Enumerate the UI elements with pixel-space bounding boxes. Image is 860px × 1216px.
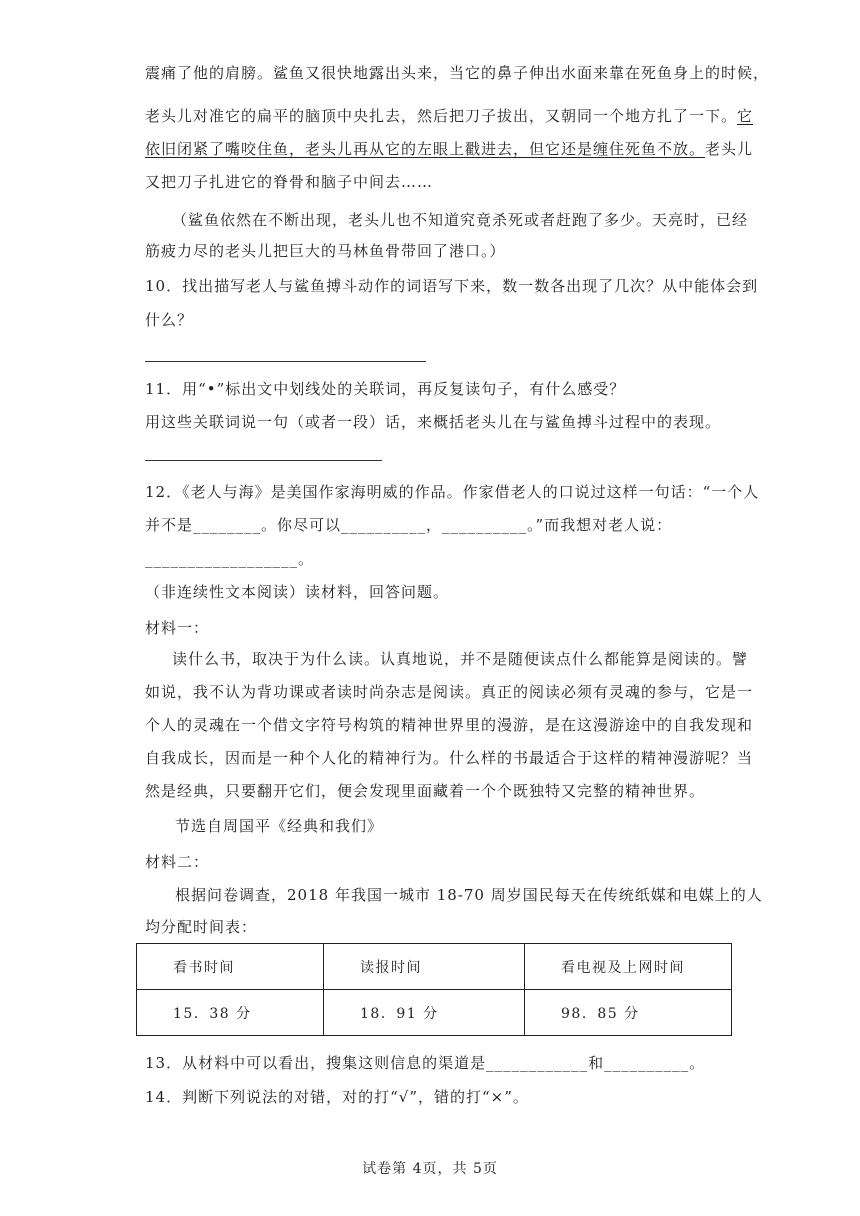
question-12-line-1: 12．《老人与海》是美国作家海明威的作品。作家借老人的口说过这样一句话：“一个人 [145,483,760,501]
material-1-source: 节选自周国平《经典和我们》 [175,817,384,835]
passage-line-2 [145,105,753,126]
time-allocation-table [136,943,732,1036]
table-header-row [137,944,732,990]
passage-line-2-text: 老头儿对准它的扁平的脑顶中央扎去，然后把刀子拔出，又朝同一个地方扎了一下。 [145,107,738,125]
table-header-cell: 看电视及上网时间 [525,944,732,990]
answer-line[interactable] [145,460,382,461]
answer-line[interactable] [145,361,426,362]
question-11-line-2: 用这些关联词说一句（或者一段）话，来概括老头儿在与鲨鱼搏斗过程中的表现。 [145,413,722,431]
material-1-label: 材料一： [145,619,210,637]
passage-line-1: 震痛了他的肩膀。鲨鱼又很快地露出头来，当它的鼻子伸出水面来靠在死鱼身上的时候， [145,64,770,82]
passage-line-3-text: 老头儿 [705,140,754,158]
table-cell: 15．38 分 [137,990,324,1036]
material-1-line-1: 读什么书，取决于为什么读。认真地说，并不是随便读点什么都能算是阅读的。譬 [172,650,749,668]
question-12-line-2: 并不是________。你尽可以__________，__________。”而我想对老人说： [145,516,673,534]
material-1-line-5: 然是经典，只要翻开它们，便会发现里面藏着一个个既独特又完整的精神世界。 [145,782,706,800]
table-cell: 98．85 分 [525,990,732,1036]
passage-line-3 [145,138,753,159]
question-10-line-1: 10．找出描写老人与鲨鱼搏斗动作的词语写下来，数一数各出现了几次？从中能体会到 [145,277,759,295]
question-14: 14．判断下列说法的对错，对的打“√”，错的打“×”。 [145,1088,529,1106]
question-12-line-3: __________________。 [145,550,315,568]
material-1-line-4: 自我成长，因而是一种个人化的精神行为。什么样的书最适合于这样的精神漫游呢？当 [145,749,754,767]
material-2-line-2: 均分配时间表： [145,918,258,936]
underlined-text: 它 [737,107,754,125]
question-11-line-1: 11．用“•”标出文中划线处的关联词，再反复读句子，有什么感受？ [145,380,626,398]
question-13: 13．从材料中可以看出，搜集这则信息的渠道是____________和__________。 [145,1054,706,1072]
underlined-text: 依旧闭紧了嘴咬住鱼，老头儿再从它的左眼上戳进去，但它还是缠住死鱼不放。 [145,140,706,158]
table-cell: 18．91 分 [324,990,525,1036]
page-footer: 试卷第 4页，共 5页 [362,1161,498,1177]
material-1-line-3: 个人的灵魂在一个借文字符号构筑的精神世界里的漫游，是在这漫游途中的自我发现和 [145,716,754,734]
question-10-line-2: 什么？ [145,311,194,329]
note-line-1: （鲨鱼依然在不断出现，老头儿也不知道究竟杀死或者赶跑了多少。天亮时，已经 [172,211,749,229]
section-title: （非连续性文本阅读）读材料，回答问题。 [145,583,450,601]
material-1-line-2: 如说，我不认为背功课或者读时尚杂志是阅读。真正的阅读必须有灵魂的参与，它是一 [145,683,754,701]
material-2-label: 材料二： [145,853,210,871]
table-header-cell: 看书时间 [137,944,324,990]
note-line-2: 筋疲力尽的老头儿把巨大的马林鱼骨带回了港口。） [145,242,506,260]
table-header-cell: 读报时间 [324,944,525,990]
table-row [137,990,732,1036]
material-2-line-1: 根据问卷调查，2018 年我国一城市 18-70 周岁国民每天在传统纸媒和电媒上的人 [175,886,763,904]
passage-line-4: 又把刀子扎进它的脊骨和脑子中间去…… [145,173,434,191]
